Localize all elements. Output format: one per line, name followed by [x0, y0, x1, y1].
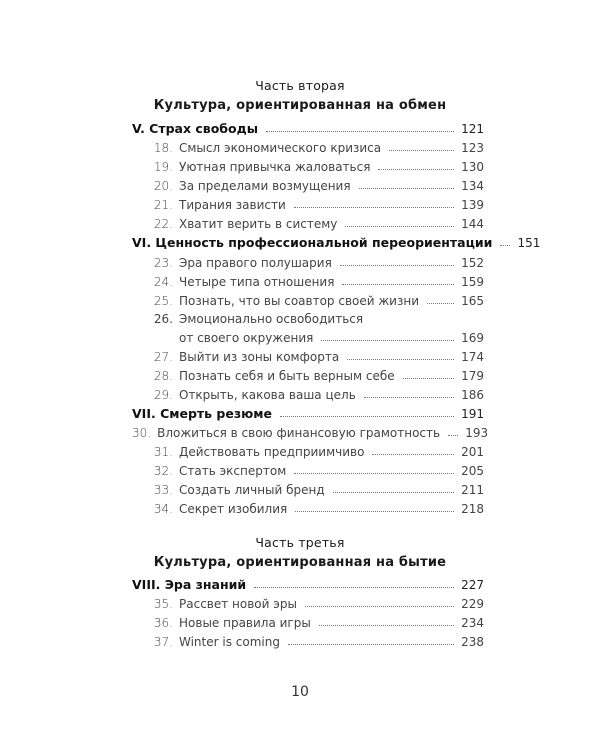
leader-dots	[378, 169, 454, 170]
leader-dots	[294, 207, 454, 208]
page-ref: 186	[461, 388, 484, 402]
item-number: 22.	[153, 217, 173, 231]
page-ref: 130	[461, 160, 484, 174]
item-title: Winter is coming	[179, 635, 280, 649]
item-title: Эмоционально освободиться	[179, 312, 364, 326]
chapter-title: V. Страх свободы	[132, 121, 259, 136]
page-ref: 169	[461, 331, 484, 345]
item-number: 21.	[153, 198, 173, 212]
item-number: 24.	[153, 275, 173, 289]
leader-dots	[266, 131, 454, 132]
page-ref: 238	[461, 635, 484, 649]
part-heading-3	[0, 535, 600, 570]
page-ref: 144	[461, 217, 484, 231]
toc-chapter-row[interactable]	[132, 234, 541, 250]
item-title: Выйти из зоны комфорта	[179, 350, 340, 364]
toc-chapter-row[interactable]	[132, 405, 484, 421]
leader-dots	[340, 265, 454, 266]
leader-dots	[345, 226, 454, 227]
page-ref: 139	[461, 198, 484, 212]
toc-item-row-multiline[interactable]	[132, 311, 484, 345]
leader-dots	[364, 397, 454, 398]
leader-dots	[359, 188, 454, 189]
item-title: Рассвет новой эры	[179, 597, 297, 611]
item-number: 31.	[153, 445, 173, 459]
item-number: 37.	[153, 635, 173, 649]
item-title: Вложиться в свою финансовую грамотность	[157, 426, 441, 440]
page-ref: 201	[461, 445, 484, 459]
chapter-title: VIII. Эра знаний	[132, 577, 247, 592]
toc-item-row[interactable]	[132, 424, 489, 440]
leader-dots	[347, 359, 454, 360]
page-ref: 205	[461, 464, 484, 478]
toc-item-row[interactable]	[132, 633, 484, 649]
toc-item-row[interactable]	[132, 462, 484, 478]
page-ref: 134	[461, 179, 484, 193]
page-ref: 151	[517, 236, 541, 250]
leader-dots	[448, 435, 458, 436]
leader-dots	[403, 378, 454, 379]
leader-dots	[288, 644, 454, 645]
item-number: 33.	[153, 483, 173, 497]
item-number: 19.	[153, 160, 173, 174]
item-title: Четыре типа отношения	[179, 275, 335, 289]
item-title: Новые правила игры	[179, 616, 311, 630]
item-title: Действовать предприимчиво	[179, 445, 365, 459]
item-title: Познать себя и быть верным себе	[179, 369, 395, 383]
item-number: 28.	[153, 369, 173, 383]
item-number: 30.	[132, 426, 152, 440]
leader-dots	[280, 416, 454, 417]
part-heading-2	[0, 78, 600, 113]
page-ref: 179	[461, 369, 484, 383]
page-ref: 165	[461, 294, 484, 308]
toc-item-row[interactable]	[132, 196, 484, 212]
page-ref: 152	[461, 256, 484, 270]
leader-dots	[321, 340, 454, 341]
toc-chapter-row[interactable]	[132, 120, 484, 136]
leader-dots	[295, 511, 454, 512]
page-ref: 218	[461, 502, 484, 516]
item-number: 26.	[153, 312, 173, 326]
leader-dots	[389, 150, 454, 151]
item-title-continued: от своего окружения	[179, 331, 314, 345]
page-ref: 123	[461, 141, 484, 155]
item-title: Хватит верить в систему	[179, 217, 338, 231]
part-number-label: Часть третья	[255, 535, 345, 550]
leader-dots	[427, 303, 454, 304]
toc-item-row[interactable]	[132, 139, 484, 155]
leader-dots	[294, 473, 454, 474]
page-ref: 121	[461, 122, 484, 136]
item-title: Открыть, какова ваша цель	[179, 388, 356, 402]
item-number: 34.	[153, 502, 173, 516]
item-title: За пределами возмущения	[179, 179, 351, 193]
part-title: Культура, ориентированная на бытие	[153, 555, 447, 570]
page-ref: 193	[465, 426, 489, 440]
item-number: 20.	[153, 179, 173, 193]
item-title: Эра правого полушария	[179, 256, 332, 270]
leader-dots	[319, 625, 454, 626]
item-number: 18.	[153, 141, 173, 155]
item-number: 25.	[153, 294, 173, 308]
toc-item-row[interactable]	[132, 367, 484, 383]
toc-item-row[interactable]	[132, 386, 484, 402]
toc-item-row[interactable]	[132, 254, 484, 270]
leader-dots	[333, 492, 454, 493]
leader-dots	[254, 587, 454, 588]
toc-chapter-row[interactable]	[132, 576, 484, 592]
item-number: 29.	[153, 388, 173, 402]
page-number: 10	[291, 684, 309, 700]
item-title: Уютная привычка жаловаться	[179, 160, 371, 174]
toc-item-row[interactable]	[132, 177, 484, 193]
page-ref: 229	[461, 597, 484, 611]
toc-item-row[interactable]	[132, 481, 484, 497]
leader-dots	[342, 284, 454, 285]
toc-item-row[interactable]	[132, 595, 484, 611]
toc-item-row[interactable]	[132, 500, 484, 516]
toc-item-row[interactable]	[132, 292, 484, 308]
item-title: Секрет изобилия	[179, 502, 288, 516]
toc-item-row[interactable]	[132, 158, 484, 174]
toc-item-row[interactable]	[132, 273, 484, 289]
page-ref: 174	[461, 350, 484, 364]
part-title: Культура, ориентированная на обмен	[153, 98, 447, 113]
chapter-title: VII. Смерть резюме	[132, 406, 272, 421]
part-number-label: Часть вторая	[255, 78, 345, 93]
toc-item-row[interactable]	[132, 215, 484, 231]
page-ref: 234	[461, 616, 484, 630]
page-ref: 211	[461, 483, 484, 497]
item-title: Смысл экономического кризиса	[179, 141, 382, 155]
leader-dots	[305, 606, 454, 607]
item-title: Тирания зависти	[179, 198, 286, 212]
leader-dots	[500, 245, 510, 246]
page-ref: 227	[461, 578, 484, 592]
item-title: Познать, что вы соавтор своей жизни	[179, 294, 420, 308]
page-ref: 159	[461, 275, 484, 289]
item-title: Создать личный бренд	[179, 483, 325, 497]
item-number: 27.	[153, 350, 173, 364]
item-number: 32.	[153, 464, 173, 478]
item-number: 35.	[153, 597, 173, 611]
page-ref: 191	[461, 407, 484, 421]
item-title: Стать экспертом	[179, 464, 287, 478]
chapter-title: VI. Ценность профессиональной переориентации	[132, 235, 493, 250]
item-number: 23.	[153, 256, 173, 270]
toc-item-row[interactable]	[132, 348, 484, 364]
leader-dots	[372, 454, 454, 455]
toc-item-row[interactable]	[132, 614, 484, 630]
item-number: 36.	[153, 616, 173, 630]
toc-item-row[interactable]	[132, 443, 484, 459]
